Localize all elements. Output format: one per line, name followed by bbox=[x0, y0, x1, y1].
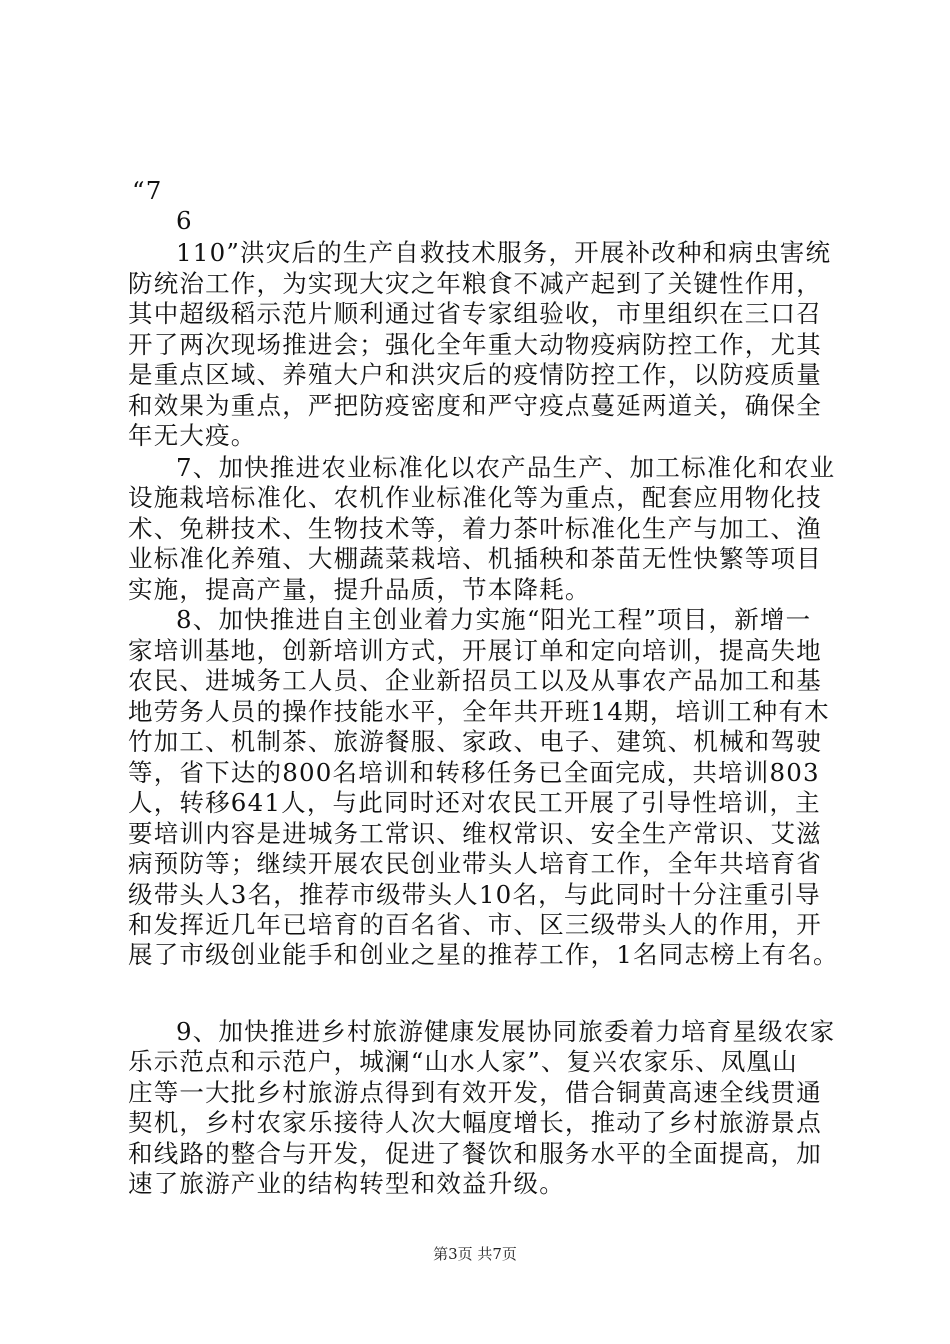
text-line: 契机，乡村农家乐接待人次大幅度增长，推动了乡村旅游景点 bbox=[128, 1108, 822, 1137]
text-line: 庄等一大批乡村旅游点得到有效开发，借合铜黄高速全线贯通 bbox=[128, 1078, 822, 1107]
text-line: 乐示范点和示范户，城澜“山水人家”、复兴农家乐、凤凰山 bbox=[128, 1047, 798, 1076]
text-line: 地劳务人员的操作技能水平，全年共开班14期，培训工种有木 bbox=[128, 697, 830, 726]
text-line: 8、加快推进自主创业着力实施“阳光工程”项目，新增一 bbox=[176, 605, 812, 634]
text-line: 其中超级稻示范片顺利通过省专家组验收，市里组织在三口召 bbox=[128, 299, 822, 328]
text-line: 病预防等；继续开展农民创业带头人培育工作，全年共培育省 bbox=[128, 849, 822, 878]
text-line: 速了旅游产业的结构转型和效益升级。 bbox=[128, 1169, 565, 1198]
text-line: 防统治工作，为实现大灾之年粮食不减产起到了关键性作用， bbox=[128, 269, 822, 298]
text-line: 6 bbox=[176, 206, 193, 235]
text-line: 竹加工、机制茶、旅游餐服、家政、电子、建筑、机械和驾驶 bbox=[128, 727, 822, 756]
text-line: “7 bbox=[132, 176, 163, 205]
text-line: 和线路的整合与开发，促进了餐饮和服务水平的全面提高，加 bbox=[128, 1139, 822, 1168]
text-line: 家培训基地，创新培训方式，开展订单和定向培训，提高失地 bbox=[128, 636, 822, 665]
text-line: 要培训内容是进城务工常识、维权常识、安全生产常识、艾滋 bbox=[128, 819, 822, 848]
text-line: 业标准化养殖、大棚蔬菜栽培、机插秧和茶苗无性快繁等项目 bbox=[128, 544, 822, 573]
text-line: 110”洪灾后的生产自救技术服务，开展补改种和病虫害统 bbox=[176, 238, 832, 267]
text-line: 和发挥近几年已培育的百名省、市、区三级带头人的作用，开 bbox=[128, 910, 822, 939]
text-line: 级带头人3名，推荐市级带头人10名，与此同时十分注重引导 bbox=[128, 880, 821, 909]
text-line: 实施，提高产量，提升品质，节本降耗。 bbox=[128, 575, 591, 604]
page-footer: 第3页 共7页 bbox=[433, 1245, 517, 1263]
text-line: 开了两次现场推进会；强化全年重大动物疫病防控工作，尤其 bbox=[128, 330, 822, 359]
text-line: 7、加快推进农业标准化以农产品生产、加工标准化和农业 bbox=[176, 453, 836, 482]
text-line: 展了市级创业能手和创业之星的推荐工作，1名同志榜上有名。 bbox=[128, 940, 839, 969]
text-line: 等，省下达的800名培训和转移任务已全面完成，共培训803 bbox=[128, 758, 820, 787]
text-line: 术、免耕技术、生物技术等，着力茶叶标准化生产与加工、渔 bbox=[128, 514, 822, 543]
text-line: 和效果为重点，严把防疫密度和严守疫点蔓延两道关，确保全 bbox=[128, 391, 822, 420]
text-line: 9、加快推进乡村旅游健康发展协同旅委着力培育星级农家 bbox=[176, 1017, 836, 1046]
text-line: 年无大疫。 bbox=[128, 421, 257, 450]
text-line: 是重点区域、养殖大户和洪灾后的疫情防控工作，以防疫质量 bbox=[128, 360, 822, 389]
text-line: 设施栽培标准化、农机作业标准化等为重点，配套应用物化技 bbox=[128, 483, 822, 512]
text-line: 农民、进城务工人员、企业新招员工以及从事农产品加工和基 bbox=[128, 666, 822, 695]
text-line: 人，转移641人，与此同时还对农民工开展了引导性培训，主 bbox=[128, 788, 821, 817]
